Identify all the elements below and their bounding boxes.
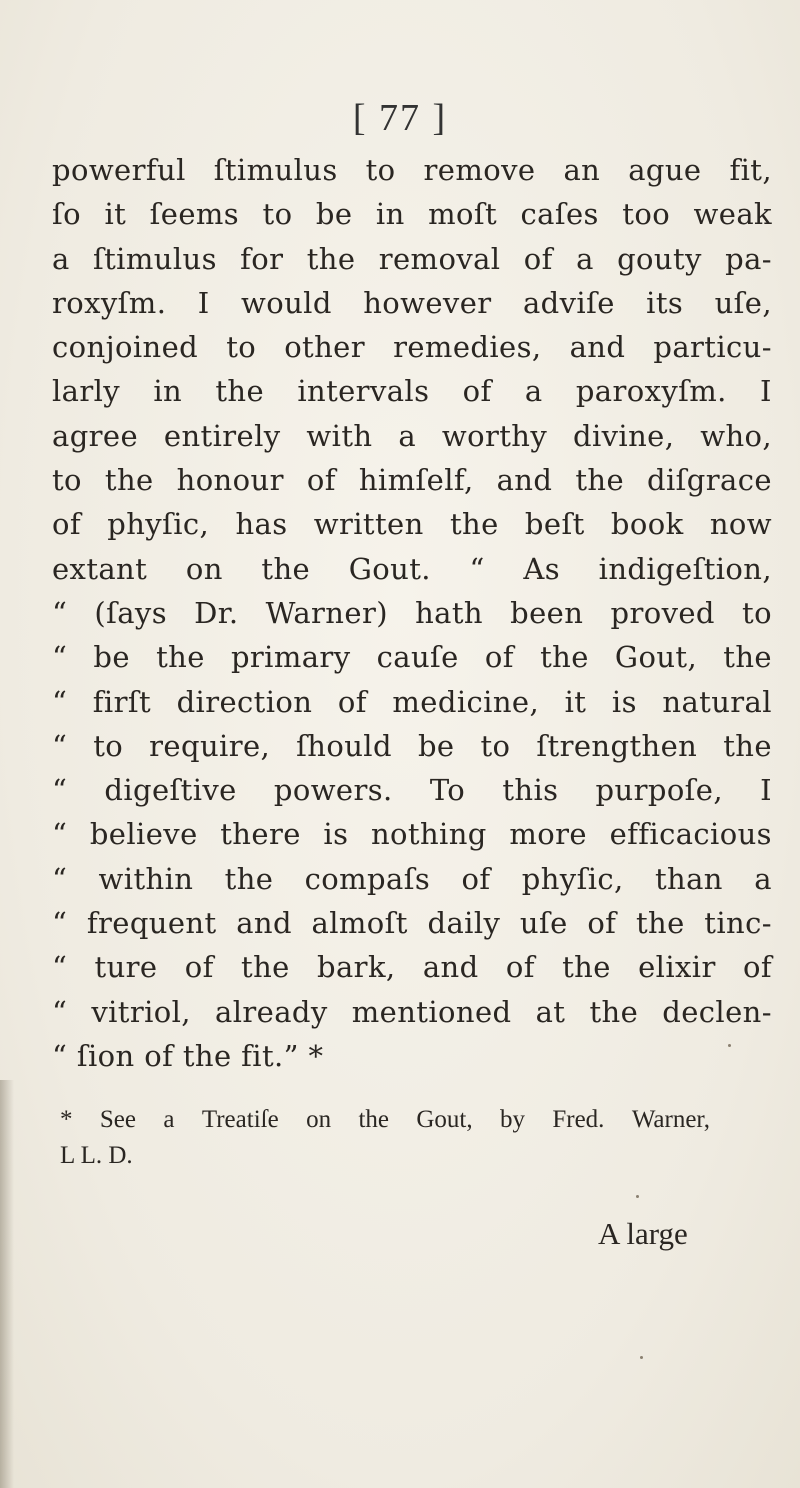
- catchword: A large: [598, 1216, 688, 1251]
- text-line: “ frequent and almoſt daily uſe of the tinc-: [52, 906, 772, 941]
- page-number-header: [ 77 ]: [352, 97, 448, 139]
- text-line: of phyſic, has written the beſt book now: [52, 507, 772, 542]
- footnote-line: * See a Treatiſe on the Gout, by Fred. Warner,: [60, 1106, 710, 1133]
- ink-speck: [728, 1044, 731, 1047]
- text-line: to the honour of himſelf, and the diſgrace: [52, 463, 772, 498]
- text-line: “ believe there is nothing more efficacious: [52, 817, 772, 852]
- text-line: “ be the primary cauſe of the Gout, the: [52, 640, 772, 675]
- footnote-line: L L. D.: [60, 1142, 133, 1169]
- text-line-last: “ ſion of the fit.” *: [52, 1038, 324, 1073]
- ink-speck: [640, 1356, 643, 1359]
- text-line: “ digeſtive powers. To this purpoſe, I: [52, 773, 772, 808]
- text-line: powerful ſtimulus to remove an ague fit,: [52, 153, 772, 187]
- text-line: agree entirely with a worthy divine, who,: [52, 418, 772, 453]
- text-line: “ vitriol, already mentioned at the declen-: [52, 994, 772, 1029]
- ink-speck: [636, 1195, 639, 1198]
- footnote: [60, 1102, 760, 1174]
- text-line: roxyſm. I would however adviſe its uſe,: [52, 285, 772, 320]
- text-line: “ within the compaſs of phyſic, than a: [52, 861, 772, 896]
- text-line: “ (ſays Dr. Warner) hath been proved to: [52, 595, 772, 630]
- text-line: extant on the Gout. “ As indigeſtion,: [52, 551, 772, 586]
- text-line: ſo it ſeems to be in moſt caſes too weak: [52, 197, 772, 232]
- text-line: “ firſt direction of medicine, it is natural: [52, 684, 772, 719]
- page-edge-shadow: [0, 1080, 14, 1488]
- text-line: larly in the intervals of a paroxyſm. I: [52, 374, 772, 409]
- text-line: “ ture of the bark, and of the elixir of: [52, 950, 772, 985]
- text-line: “ to require, ſhould be to ſtrengthen the: [52, 728, 772, 763]
- body-text: [52, 148, 772, 1078]
- text-line: conjoined to other remedies, and particu-: [52, 330, 772, 365]
- text-line: a ſtimulus for the removal of a gouty pa-: [52, 241, 772, 276]
